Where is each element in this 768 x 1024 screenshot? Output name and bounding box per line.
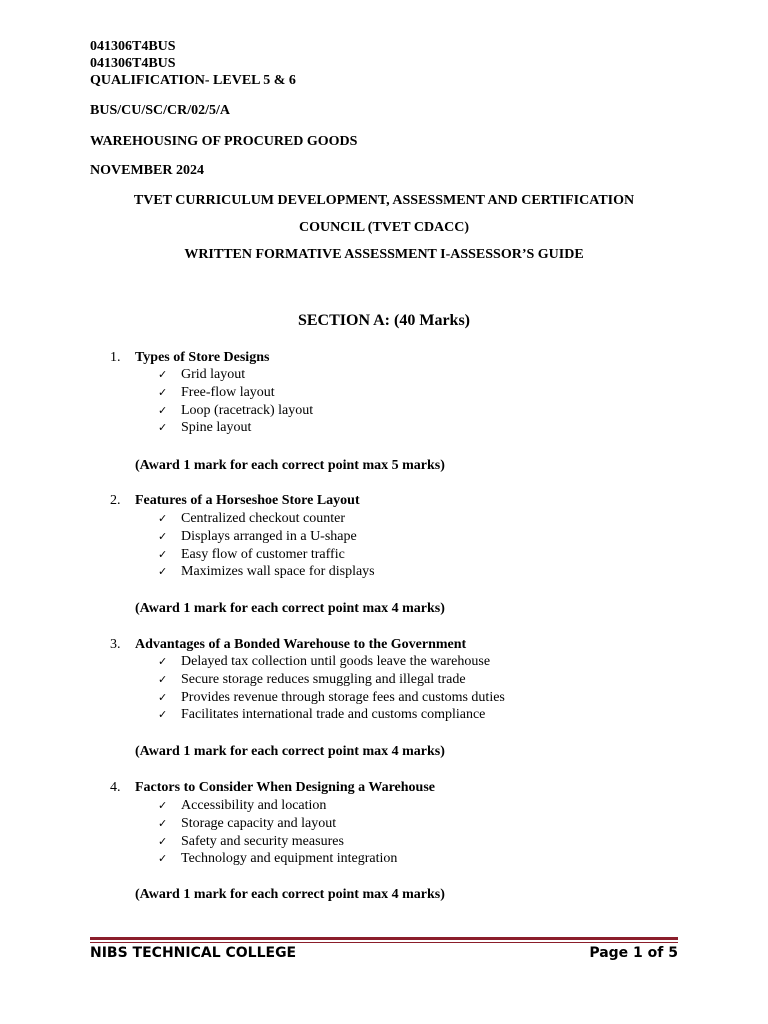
list-item	[158, 815, 397, 833]
answer-text: Grid layout	[181, 367, 246, 382]
answer-list	[158, 797, 397, 868]
answer-text: Displays arranged in a U-shape	[181, 528, 357, 544]
question-heading	[110, 779, 435, 796]
guide-title: WRITTEN FORMATIVE ASSESSMENT I-ASSESSOR’S GUIDE	[184, 247, 584, 262]
check-icon: ✓	[158, 403, 168, 417]
award-note: (Award 1 mark for each correct point max 4 marks)	[135, 744, 445, 759]
council-line-1: TVET CURRICULUM DEVELOPMENT, ASSESSMENT AND CERTIFICATION	[133, 193, 635, 208]
footer-rule-thin	[90, 942, 678, 943]
answer-text: Free-flow layout	[181, 384, 275, 400]
check-icon: ✓	[158, 799, 168, 812]
question-number: 4.	[110, 780, 121, 795]
answer-text: Delayed tax collection until goods leave the warehouse	[181, 654, 491, 669]
footer-rule	[90, 937, 678, 940]
answer-text: Facilitates international trade and customs compliance	[181, 707, 486, 723]
course-code-repeat: 041306T4BUS	[90, 56, 176, 71]
check-icon: ✓	[158, 672, 168, 686]
answer-text: Centralized checkout counter	[181, 511, 346, 526]
list-item	[158, 850, 397, 868]
question-title: Factors to Consider When Designing a Warehouse	[135, 780, 435, 795]
question-number: 1.	[110, 350, 121, 365]
answer-text: Accessibility and location	[181, 798, 327, 813]
award-note: (Award 1 mark for each correct point max 5 marks)	[135, 458, 445, 473]
answer-text: Safety and security measures	[181, 833, 344, 849]
question-title: Advantages of a Bonded Warehouse to the Government	[135, 637, 467, 652]
check-icon: ✓	[158, 421, 168, 435]
list-item	[158, 563, 375, 581]
list-item	[158, 528, 375, 546]
award-note: (Award 1 mark for each correct point max 4 marks)	[135, 887, 445, 902]
check-icon: ✓	[158, 529, 168, 543]
answer-text: Loop (racetrack) layout	[181, 402, 314, 418]
check-icon: ✓	[158, 512, 168, 525]
check-icon: ✓	[158, 655, 168, 668]
check-icon: ✓	[158, 690, 168, 704]
question-heading	[110, 349, 269, 366]
check-icon: ✓	[158, 708, 168, 722]
page-number: Page 1 of 5	[589, 945, 678, 961]
list-item	[158, 653, 505, 671]
section-title: SECTION A: (40 Marks)	[297, 312, 470, 329]
check-icon: ✓	[158, 368, 168, 381]
question-title: Types of Store Designs	[135, 350, 270, 365]
question-heading	[110, 636, 466, 653]
answer-text: Easy flow of customer traffic	[181, 546, 345, 562]
list-item	[158, 402, 313, 420]
list-item	[158, 510, 375, 528]
answer-text: Storage capacity and layout	[181, 815, 337, 831]
unit-code: BUS/CU/SC/CR/02/5/A	[90, 103, 231, 118]
list-item	[158, 419, 313, 437]
list-item	[158, 797, 397, 815]
course-code: 041306T4BUS	[90, 39, 176, 54]
check-icon: ✓	[158, 816, 168, 830]
answer-list	[158, 510, 375, 581]
award-note: (Award 1 mark for each correct point max 4 marks)	[135, 601, 445, 616]
question-number: 3.	[110, 637, 121, 652]
answer-text: Technology and equipment integration	[181, 851, 398, 867]
check-icon: ✓	[158, 852, 168, 866]
unit-title: WAREHOUSING OF PROCURED GOODS	[90, 134, 358, 149]
list-item	[158, 671, 505, 689]
qualification-line: QUALIFICATION- LEVEL 5 & 6	[90, 73, 296, 88]
check-icon: ✓	[158, 547, 168, 561]
footer-college-name: NIBS TECHNICAL COLLEGE	[90, 945, 297, 961]
list-item	[158, 833, 397, 851]
answer-list	[158, 653, 505, 724]
list-item	[158, 546, 375, 564]
question-title: Features of a Horseshoe Store Layout	[135, 493, 360, 508]
check-icon: ✓	[158, 834, 168, 848]
answer-list	[158, 366, 313, 437]
question-heading	[110, 492, 360, 509]
answer-text: Spine layout	[181, 420, 252, 436]
exam-date: NOVEMBER 2024	[90, 163, 204, 178]
council-line-2: COUNCIL (TVET CDACC)	[298, 220, 470, 235]
answer-text: Secure storage reduces smuggling and illegal trade	[181, 671, 466, 687]
list-item	[158, 384, 313, 402]
answer-text: Maximizes wall space for displays	[181, 564, 375, 580]
list-item	[158, 689, 505, 707]
question-number: 2.	[110, 493, 121, 508]
list-item	[158, 366, 313, 384]
check-icon: ✓	[158, 565, 168, 579]
answer-text: Provides revenue through storage fees and customs duties	[181, 689, 505, 705]
list-item	[158, 706, 505, 724]
check-icon: ✓	[158, 385, 168, 399]
